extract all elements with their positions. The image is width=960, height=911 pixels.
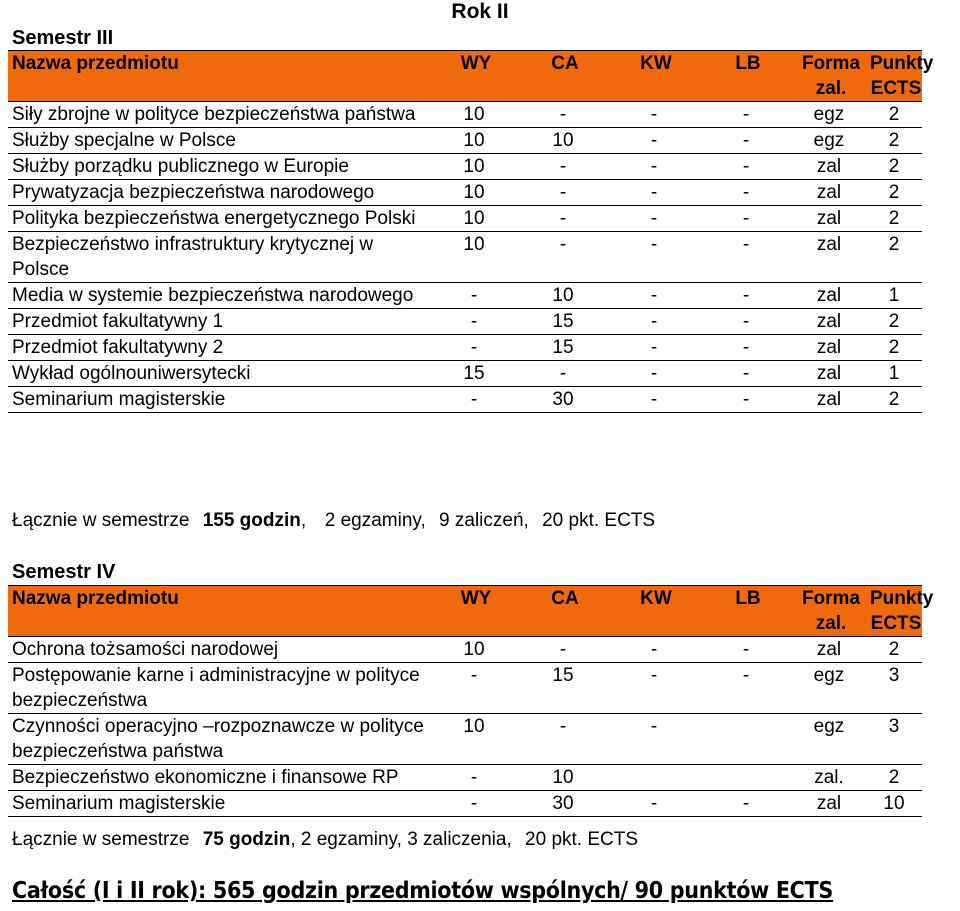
header-kw: KW — [608, 586, 700, 637]
cell-kw: - — [608, 128, 700, 154]
course-name: Postępowanie karne i administracyjne w polityce bezpieczeństwa — [8, 663, 430, 714]
cell-ca: - — [518, 180, 608, 206]
cell-ects: 3 — [866, 663, 922, 714]
summary-prefix: Łącznie w semestrze — [12, 829, 190, 850]
cell-ca: 15 — [518, 335, 608, 361]
table-row — [8, 206, 922, 232]
table-row — [8, 232, 922, 283]
semester-3-summary: Łącznie w semestrze 155 godzin, 2 egzaminy, 9 zaliczeń, 20 pkt. ECTS — [12, 510, 656, 531]
cell-lb: - — [700, 232, 792, 283]
header-lb: LB — [700, 51, 792, 102]
table-row — [8, 387, 922, 413]
cell-ects: 2 — [866, 154, 922, 180]
table-row — [8, 154, 922, 180]
cell-lb: - — [700, 206, 792, 232]
cell-forma: egz — [792, 714, 866, 765]
cell-kw: - — [608, 663, 700, 714]
cell-lb — [700, 714, 792, 765]
cell-ca: 10 — [518, 128, 608, 154]
cell-wy: - — [430, 663, 518, 714]
cell-wy: 10 — [430, 637, 518, 663]
cell-lb: - — [700, 309, 792, 335]
cell-forma: egz — [792, 663, 866, 714]
cell-ca: 10 — [518, 765, 608, 791]
course-name: Przedmiot fakultatywny 1 — [8, 309, 430, 335]
cell-ects: 2 — [866, 387, 922, 413]
cell-lb: - — [700, 283, 792, 309]
table-row — [8, 309, 922, 335]
cell-forma: zal — [792, 361, 866, 387]
table-row — [8, 663, 922, 714]
course-name: Bezpieczeństwo infrastruktury krytycznej w Polsce — [8, 232, 430, 283]
cell-ca: - — [518, 637, 608, 663]
cell-forma: zal — [792, 335, 866, 361]
cell-forma: zal — [792, 180, 866, 206]
semester-3-table — [8, 50, 934, 413]
header-name: Nazwa przedmiotu — [8, 51, 430, 102]
cell-kw: - — [608, 309, 700, 335]
cell-ca: 15 — [518, 663, 608, 714]
total-footer: Całość (I i II rok): 565 godzin przedmiotów wspólnych/ 90 punktów ECTS — [12, 878, 833, 904]
course-name: Bezpieczeństwo ekonomiczne i finansowe RP — [8, 765, 430, 791]
table-row — [8, 128, 922, 154]
cell-ca: - — [518, 714, 608, 765]
header-punkty: Punkty ECTS — [866, 586, 922, 637]
cell-kw: - — [608, 232, 700, 283]
course-name: Prywatyzacja bezpieczeństwa narodowego — [8, 180, 430, 206]
cell-lb: - — [700, 361, 792, 387]
table-header-row — [8, 51, 922, 102]
header-wy: WY — [430, 51, 518, 102]
cell-forma: egz — [792, 102, 866, 128]
cell-forma: zal — [792, 232, 866, 283]
cell-ca: - — [518, 154, 608, 180]
summary-ects: 20 pkt. ECTS — [542, 510, 656, 531]
cell-ects: 10 — [866, 791, 922, 817]
cell-wy: 10 — [430, 154, 518, 180]
table-row — [8, 714, 922, 765]
cell-ects: 1 — [866, 283, 922, 309]
summary-hours: 75 godzin — [202, 829, 291, 850]
cell-ects: 2 — [866, 180, 922, 206]
cell-ca: 30 — [518, 387, 608, 413]
cell-lb: - — [700, 791, 792, 817]
cell-lb — [700, 765, 792, 791]
cell-kw: - — [608, 714, 700, 765]
cell-lb: - — [700, 102, 792, 128]
header-punkty: Punkty ECTS — [866, 51, 922, 102]
course-name: Polityka bezpieczeństwa energetycznego Polski — [8, 206, 430, 232]
semester-3-title: Semestr III — [12, 27, 114, 49]
cell-ca: - — [518, 206, 608, 232]
course-name: Siły zbrojne w polityce bezpieczeństwa państwa — [8, 102, 430, 128]
semester-4-table — [8, 585, 934, 817]
cell-lb: - — [700, 128, 792, 154]
cell-ca: - — [518, 102, 608, 128]
cell-ects: 2 — [866, 232, 922, 283]
table-row — [8, 765, 922, 791]
cell-forma: zal — [792, 791, 866, 817]
cell-forma: zal. — [792, 765, 866, 791]
cell-forma: zal — [792, 206, 866, 232]
cell-wy: 10 — [430, 128, 518, 154]
cell-wy: - — [430, 309, 518, 335]
cell-wy: - — [430, 765, 518, 791]
cell-ects: 2 — [866, 128, 922, 154]
course-name: Seminarium magisterskie — [8, 387, 430, 413]
header-ca: CA — [518, 586, 608, 637]
header-name: Nazwa przedmiotu — [8, 586, 430, 637]
cell-ects: 2 — [866, 335, 922, 361]
course-name: Media w systemie bezpieczeństwa narodowego — [8, 283, 430, 309]
summary-prefix: Łącznie w semestrze — [12, 510, 190, 531]
cell-forma: zal — [792, 387, 866, 413]
cell-ects: 2 — [866, 637, 922, 663]
cell-ects: 2 — [866, 206, 922, 232]
header-kw: KW — [608, 51, 700, 102]
table-row — [8, 335, 922, 361]
cell-forma: egz — [792, 128, 866, 154]
cell-kw — [608, 765, 700, 791]
table-row — [8, 361, 922, 387]
cell-lb: - — [700, 637, 792, 663]
cell-kw: - — [608, 637, 700, 663]
semester-4-title: Semestr IV — [12, 561, 116, 583]
table-row — [8, 180, 922, 206]
cell-wy: - — [430, 283, 518, 309]
cell-lb: - — [700, 335, 792, 361]
cell-ca: 15 — [518, 309, 608, 335]
cell-kw: - — [608, 283, 700, 309]
summary-hours: 155 godzin — [202, 510, 301, 531]
cell-lb: - — [700, 663, 792, 714]
cell-ects: 1 — [866, 361, 922, 387]
cell-ects: 2 — [866, 309, 922, 335]
cell-kw: - — [608, 154, 700, 180]
cell-ca: - — [518, 232, 608, 283]
cell-lb: - — [700, 180, 792, 206]
summary-exams: 2 egzaminy, — [324, 510, 426, 531]
table-row — [8, 791, 922, 817]
course-name: Wykład ogólnouniwersytecki — [8, 361, 430, 387]
header-forma: Forma zal. — [792, 586, 866, 637]
header-ca: CA — [518, 51, 608, 102]
cell-wy: 10 — [430, 232, 518, 283]
cell-wy: 10 — [430, 714, 518, 765]
cell-ects: 2 — [866, 102, 922, 128]
table-row — [8, 637, 922, 663]
semester-4-summary: Łącznie w semestrze 75 godzin, 2 egzaminy, 3 zaliczenia, 20 pkt. ECTS — [12, 829, 639, 850]
cell-kw: - — [608, 361, 700, 387]
cell-forma: zal — [792, 283, 866, 309]
header-lb: LB — [700, 586, 792, 637]
course-name: Czynności operacyjno –rozpoznawcze w polityce bezpieczeństwa państwa — [8, 714, 430, 765]
cell-wy: - — [430, 791, 518, 817]
course-name: Seminarium magisterskie — [8, 791, 430, 817]
course-name: Służby porządku publicznego w Europie — [8, 154, 430, 180]
year-title: Rok II — [451, 0, 509, 23]
cell-forma: zal — [792, 309, 866, 335]
cell-forma: zal — [792, 637, 866, 663]
course-name: Przedmiot fakultatywny 2 — [8, 335, 430, 361]
cell-kw: - — [608, 335, 700, 361]
cell-wy: 10 — [430, 206, 518, 232]
cell-kw: - — [608, 387, 700, 413]
course-name: Ochrona tożsamości narodowej — [8, 637, 430, 663]
course-name: Służby specjalne w Polsce — [8, 128, 430, 154]
header-wy: WY — [430, 586, 518, 637]
summary-credits: 9 zaliczeń, — [439, 510, 529, 531]
table-header-row — [8, 586, 922, 637]
cell-lb: - — [700, 387, 792, 413]
table-row — [8, 283, 922, 309]
cell-ects: 2 — [866, 765, 922, 791]
table-row — [8, 102, 922, 128]
cell-forma: zal — [792, 154, 866, 180]
cell-wy: 10 — [430, 180, 518, 206]
summary-exams: 2 egzaminy, — [300, 829, 402, 850]
cell-kw: - — [608, 180, 700, 206]
cell-wy: 10 — [430, 102, 518, 128]
cell-lb: - — [700, 154, 792, 180]
cell-ects: 3 — [866, 714, 922, 765]
cell-wy: - — [430, 335, 518, 361]
cell-kw: - — [608, 102, 700, 128]
cell-kw: - — [608, 791, 700, 817]
cell-kw: - — [608, 206, 700, 232]
header-forma: Forma zal. — [792, 51, 866, 102]
cell-ca: 30 — [518, 791, 608, 817]
summary-ects: 20 pkt. ECTS — [525, 829, 639, 850]
cell-ca: - — [518, 361, 608, 387]
summary-credits: 3 zaliczenia, — [407, 829, 512, 850]
cell-wy: - — [430, 387, 518, 413]
cell-ca: 10 — [518, 283, 608, 309]
cell-wy: 15 — [430, 361, 518, 387]
